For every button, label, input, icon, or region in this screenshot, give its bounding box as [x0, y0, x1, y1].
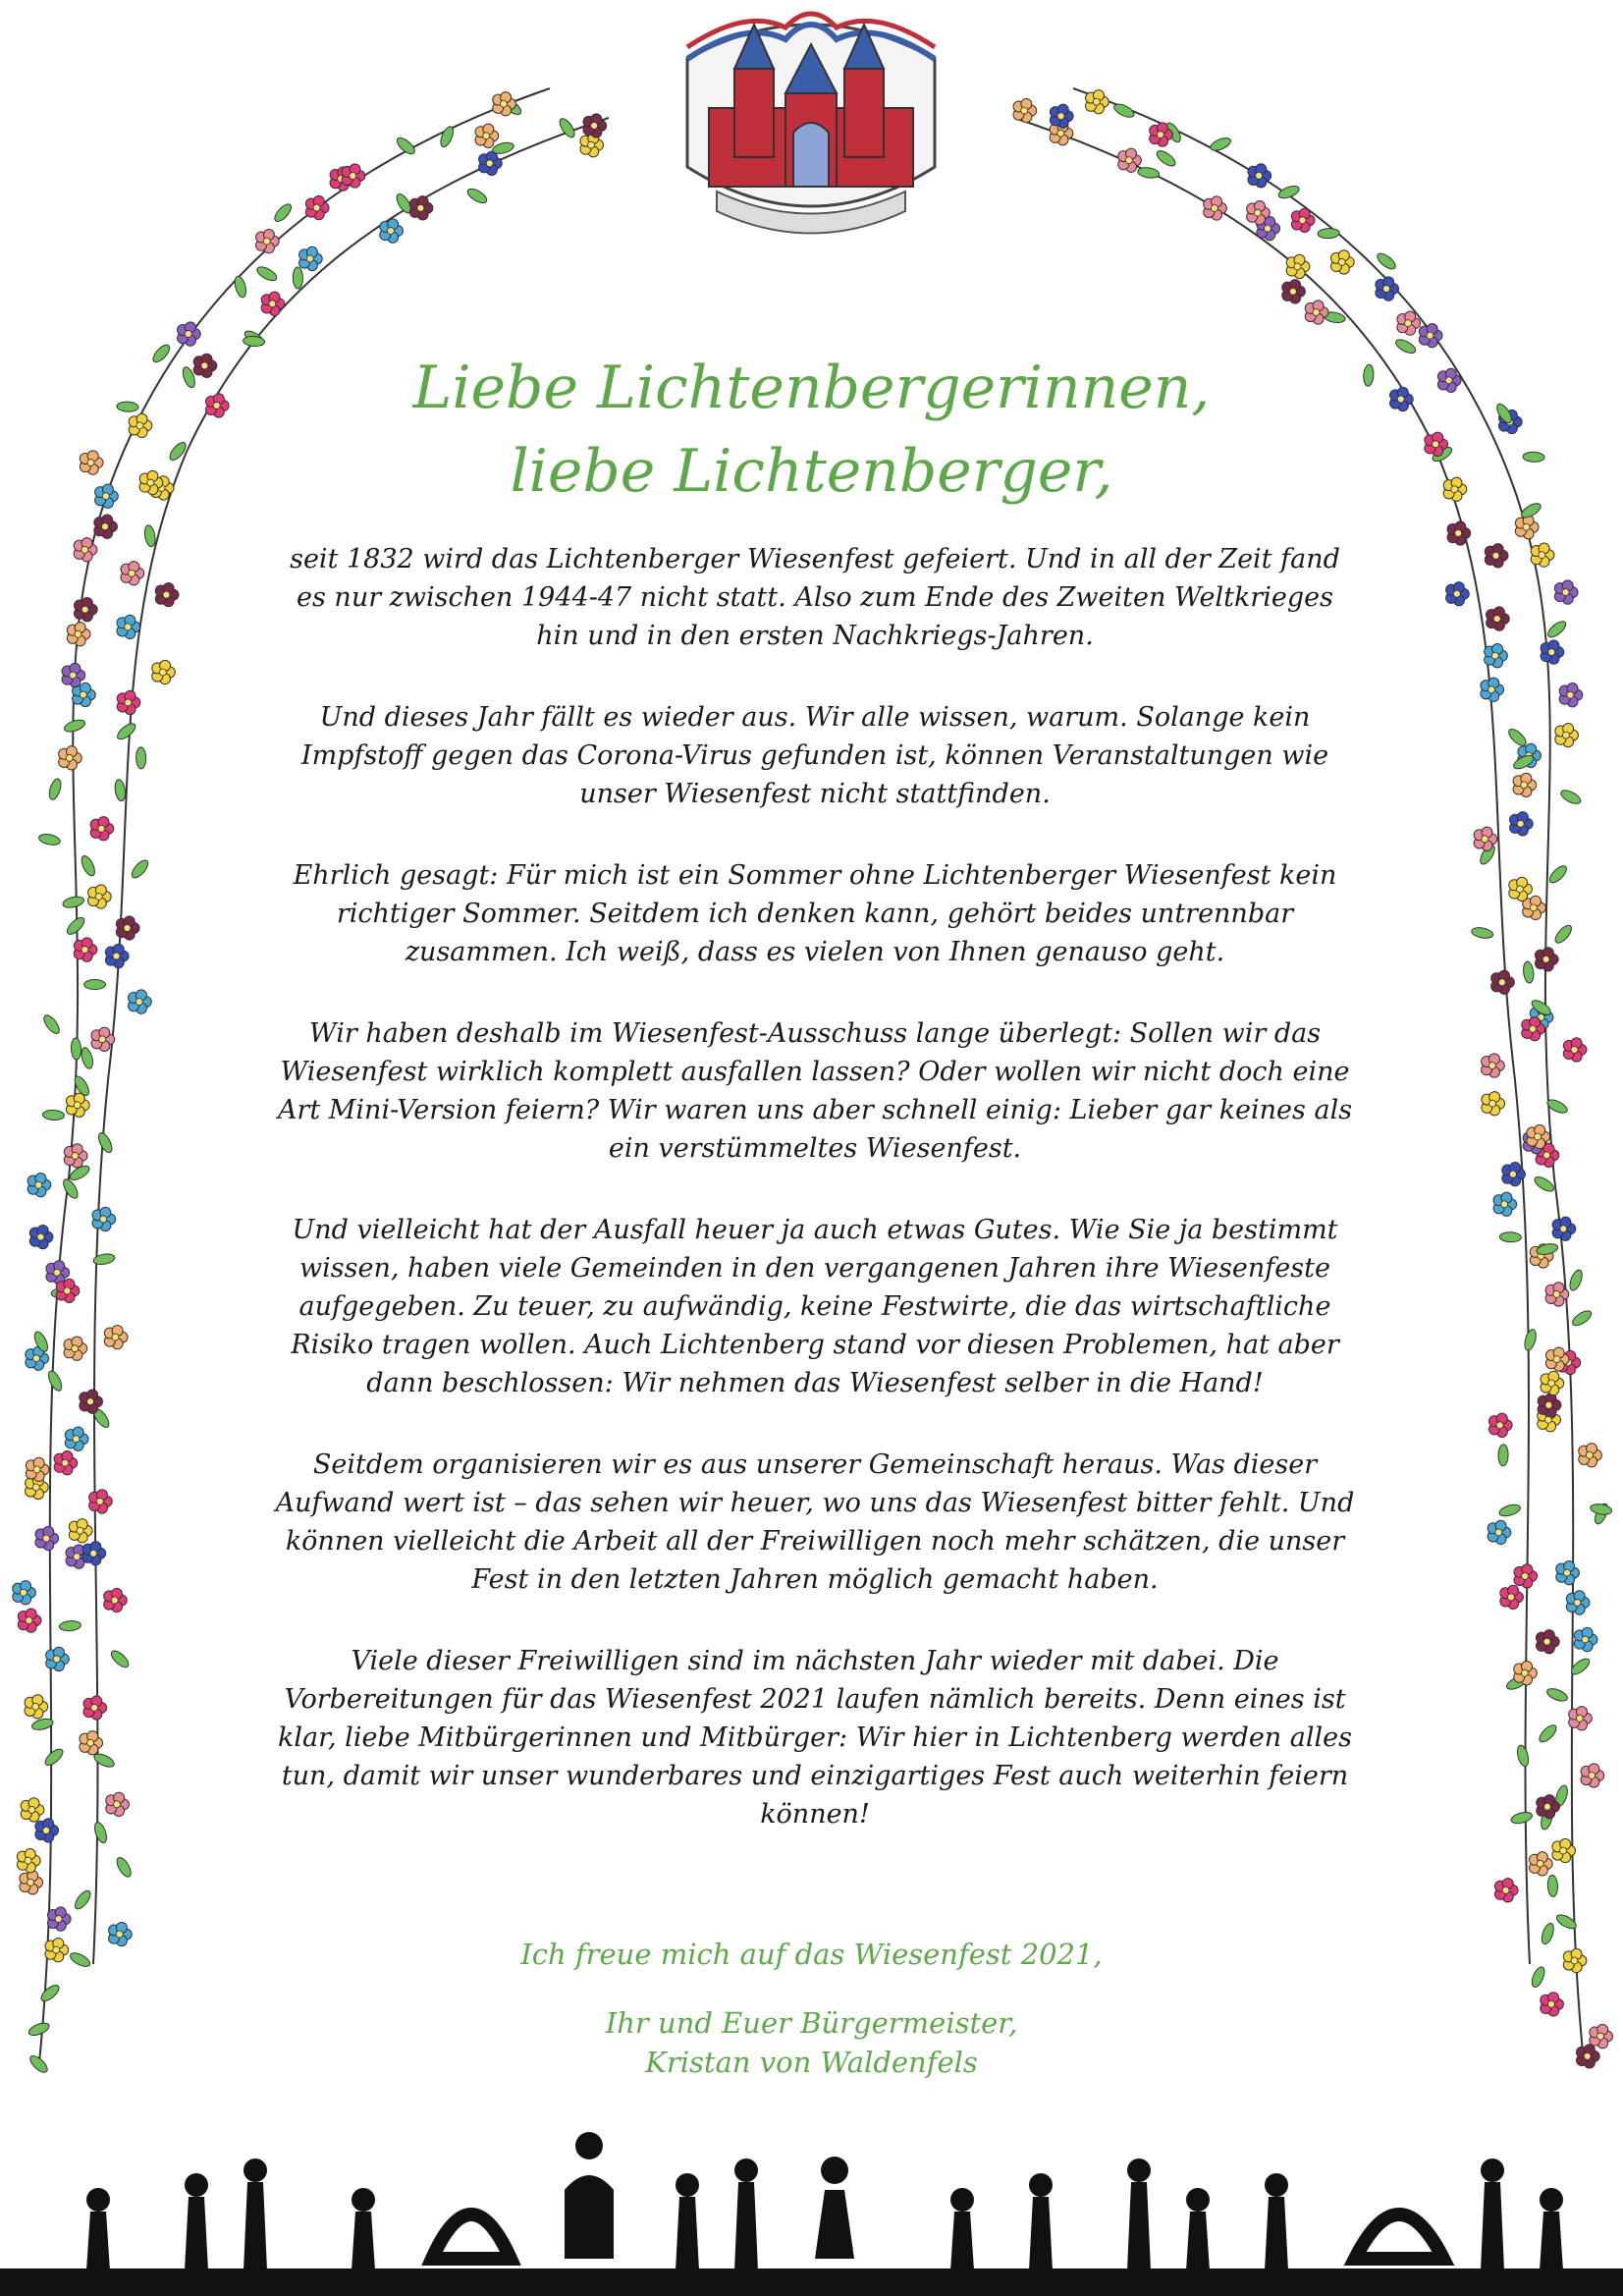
greeting-heading-line-2: liebe Lichtenberger,	[510, 437, 1113, 506]
greeting-heading-line-1: Liebe Lichtenbergerinnen,	[412, 354, 1211, 422]
letter-body	[275, 540, 1355, 1877]
signature-title: Ihr und Euer Bürgermeister,	[605, 2006, 1018, 2040]
letter-paragraph: Viele dieser Freiwilligen sind im nächsten Jahr wieder mit dabei. Die Vorbereitungen für das Wiesenfest 2021 laufen nämlich bereits. Denn eines ist klar, liebe Mitbürgerinnen und Mitbürger: Wir hier in Lichtenberg werden alles tun, damit wir unser wunderbares und einzigartiges Fest auch weiterhin feiern können!	[277, 1646, 1352, 1830]
festival-silhouettes	[0, 2132, 1623, 2296]
signature-name: Kristan von Waldenfels	[645, 2046, 978, 2079]
letter-paragraph: Und vielleicht hat der Ausfall heuer ja auch etwas Gutes. Wie Sie ja bestimmt wissen, haben viele Gemeinden in den vergangenen Jahren ihre Wiesenfeste aufgegeben. Zu teuer, zu aufwändig, keine Festwirte, die das wirtschaftliche Risiko tragen wollen. Auch Lichtenberg stand vor diesen Problemen, hat aber dann beschlossen: Wir nehmen das Wiesenfest selber in die Hand!	[291, 1215, 1339, 1398]
letter-paragraph: Ehrlich gesagt: Für mich ist ein Sommer ohne Lichtenberger Wiesenfest kein richtiger Sommer. Seitdem ich denken kann, gehört beides untrennbar zusammen. Ich weiß, dass es vielen von Ihnen genauso geht.	[293, 860, 1337, 967]
letter-paragraph: Seitdem organisieren wir es aus unserer Gemeinschaft heraus. Was dieser Aufwand wert ist – das sehen wir heuer, wo uns das Wiesenfest bitter fehlt. Und können vielleicht die Arbeit all der Freiwilligen noch mehr schätzen, die unser Fest in den letzten Jahren möglich gemacht haben.	[275, 1449, 1355, 1595]
coat-of-arms-icon	[687, 14, 935, 234]
letter-paragraph: Wir haben deshalb im Wiesenfest-Ausschuss lange überlegt: Sollen wir das Wiesenfest wirklich komplett ausfallen lassen? Oder wollen wir nicht doch eine Art Mini-Version feiern? Wir waren uns aber schnell einig: Lieber gar keines als ein verstümmeltes Wiesenfest.	[277, 1018, 1353, 1164]
letter-paragraph: Und dieses Jahr fällt es wieder aus. Wir alle wissen, warum. Solange kein Impfstoff gegen das Corona-Virus gefunden ist, können Veranstaltungen wie unser Wiesenfest nicht stattfinden.	[300, 702, 1329, 809]
letter-paragraph: seit 1832 wird das Lichtenberger Wiesenfest gefeiert. Und in all der Zeit fand es nur zwischen 1944-47 nicht statt. Also zum Ende des Zweiten Weltkrieges hin und in den ersten Nachkriegs-Jahren.	[290, 544, 1340, 651]
closing-greeting: Ich freue mich auf das Wiesenfest 2021,	[520, 1938, 1103, 1971]
